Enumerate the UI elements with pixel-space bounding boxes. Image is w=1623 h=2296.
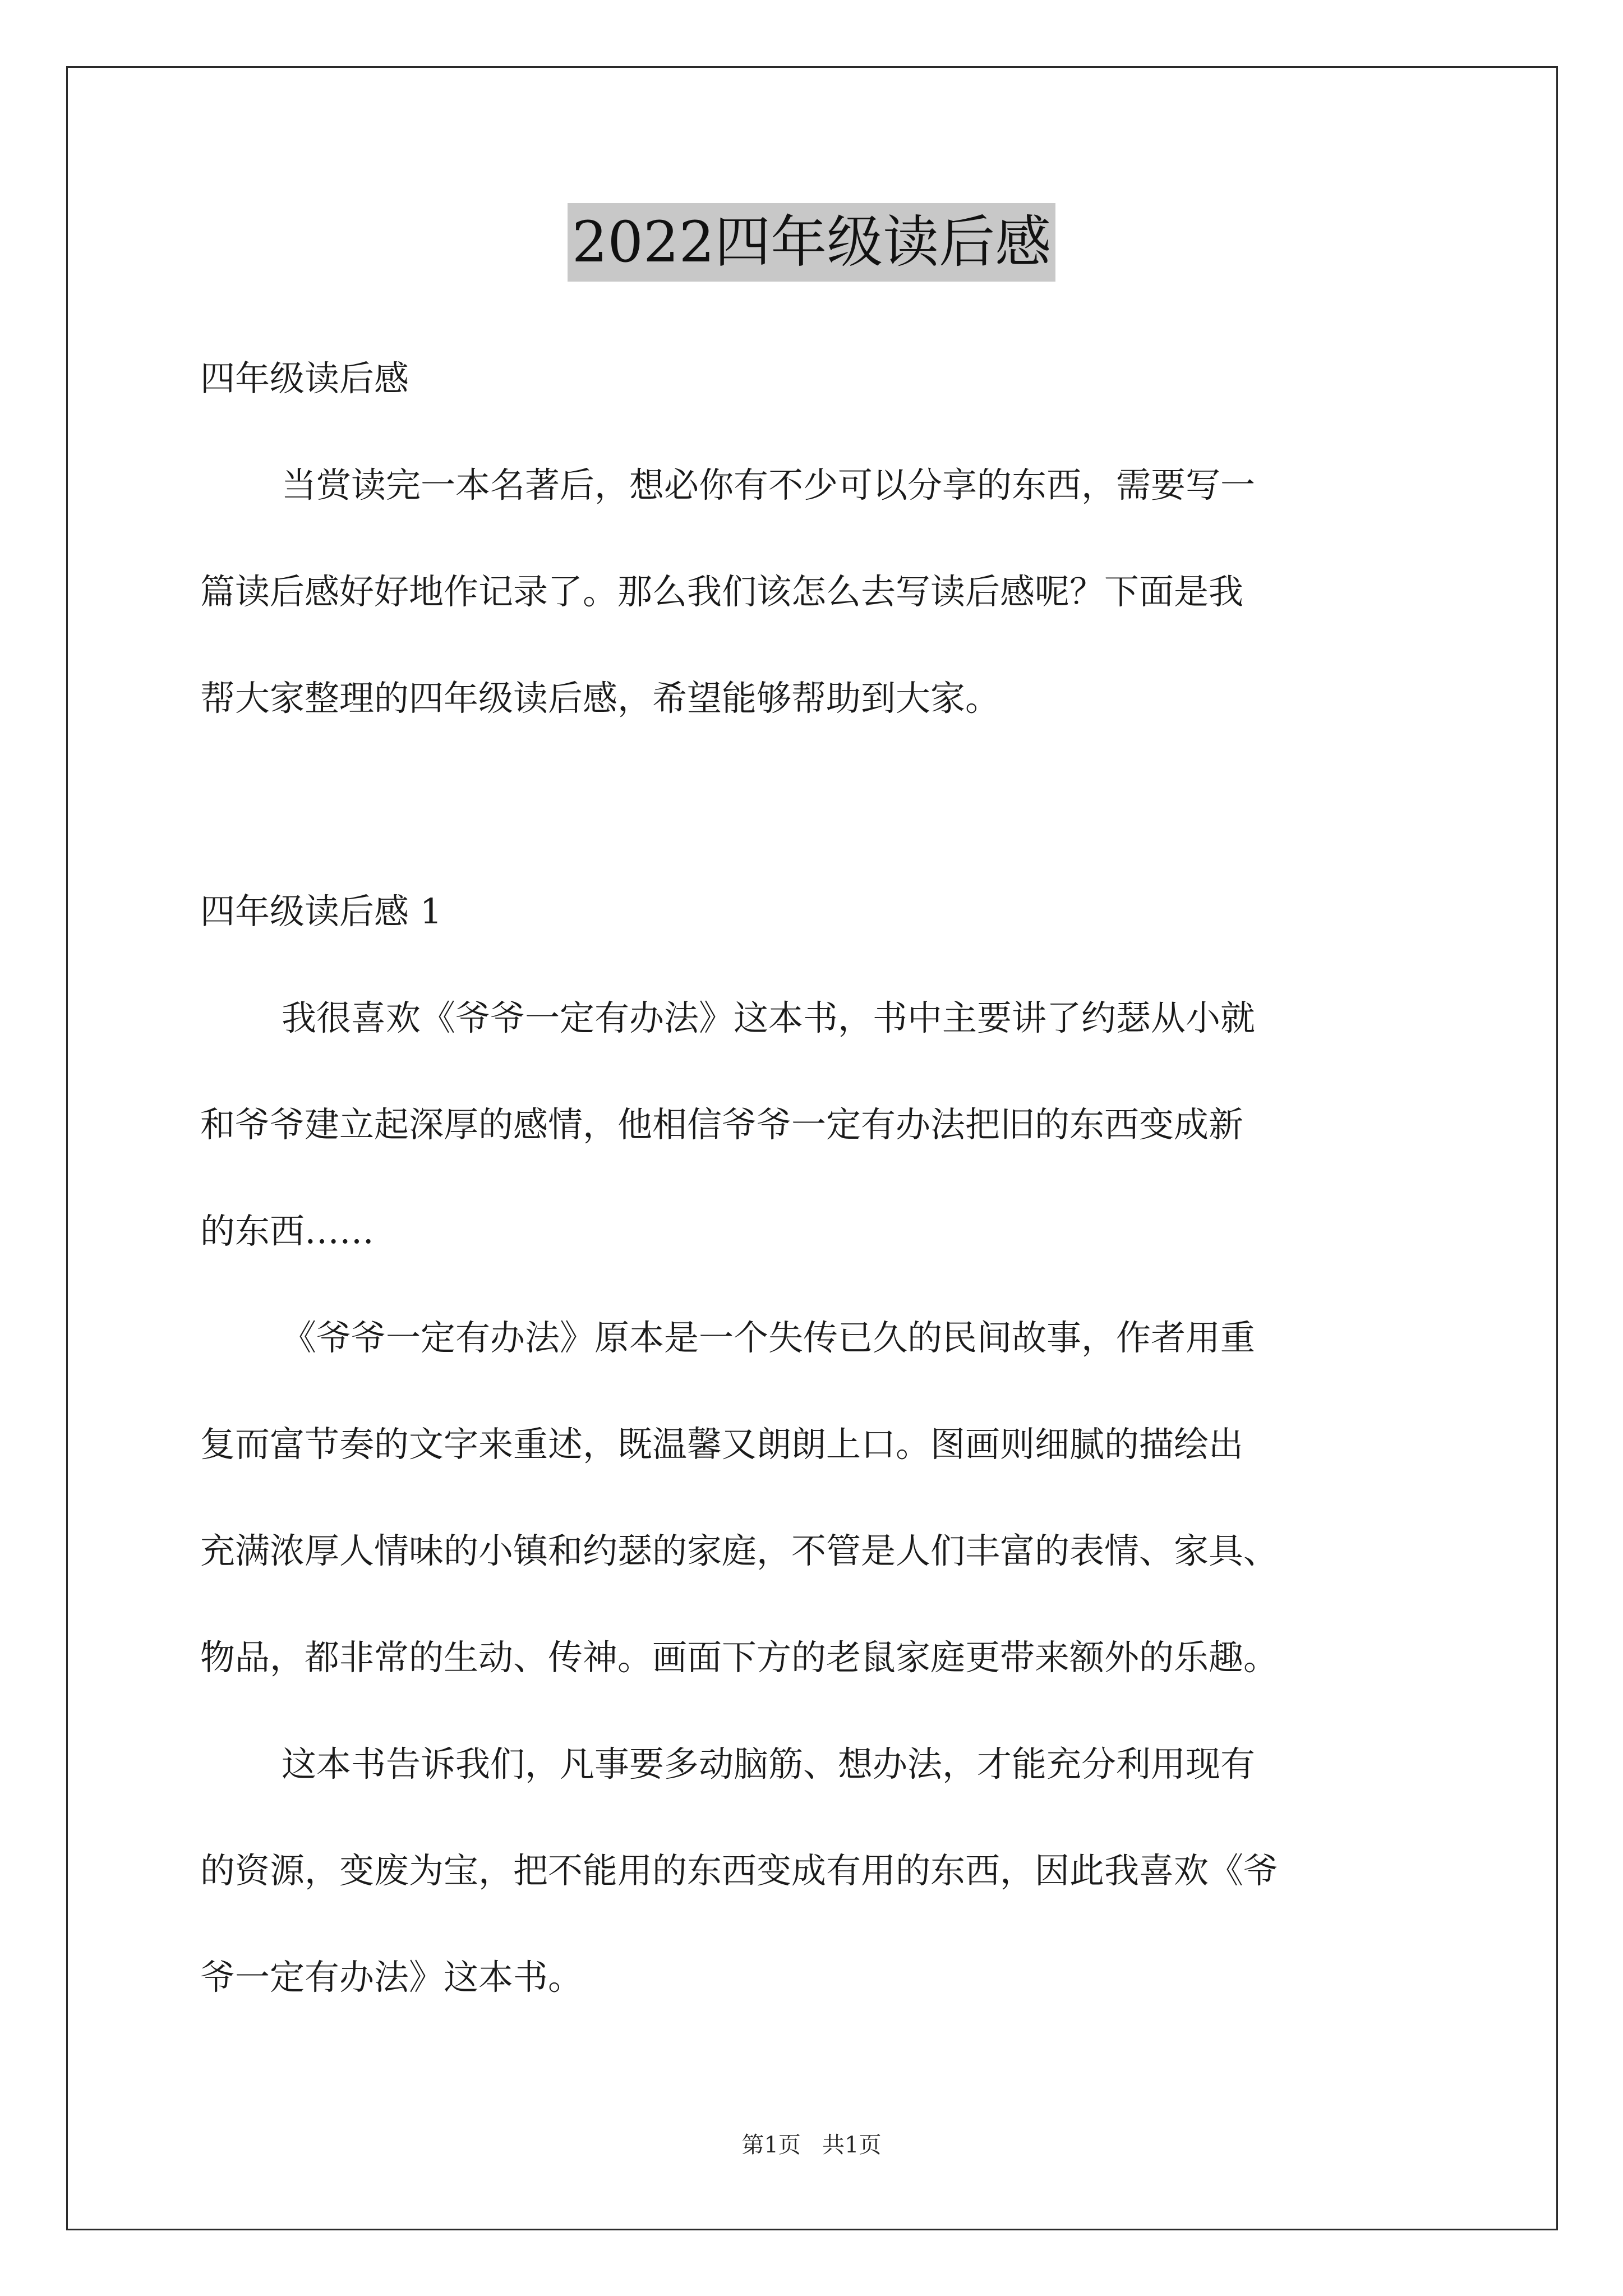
paragraph-line: 充满浓厚人情味的小镇和约瑟的家庭，不管是人们丰富的表情、家具、 <box>200 1530 1279 1571</box>
intro-heading: 四年级读后感 <box>200 358 409 399</box>
intro-line: 篇读后感好好地作记录了。那么我们该怎么去写读后感呢？下面是我 <box>200 571 1244 612</box>
intro-line: 当赏读完一本名著后，想必你有不少可以分享的东西，需要写一 <box>282 464 1256 505</box>
paragraph-line: 《爷爷一定有办法》原本是一个失传已久的民间故事，作者用重 <box>282 1317 1256 1358</box>
paragraph-line: 爷一定有办法》这本书。 <box>200 1957 583 1998</box>
paragraph-line: 物品，都非常的生动、传神。画面下方的老鼠家庭更带来额外的乐趣。 <box>200 1637 1279 1678</box>
paragraph-line: 的东西…… <box>200 1211 375 1251</box>
paragraph-line: 这本书告诉我们，凡事要多动脑筋、想办法，才能充分利用现有 <box>282 1743 1256 1784</box>
intro-line: 帮大家整理的四年级读后感，希望能够帮助到大家。 <box>200 678 1000 719</box>
document-title: 2022四年级读后感 <box>568 203 1056 282</box>
paragraph-line: 和爷爷建立起深厚的感情，他相信爷爷一定有办法把旧的东西变成新 <box>200 1104 1244 1145</box>
paragraph-line: 我很喜欢《爷爷一定有办法》这本书，书中主要讲了约瑟从小就 <box>282 997 1256 1038</box>
paragraph-line: 的资源，变废为宝，把不能用的东西变成有用的东西，因此我喜欢《爷 <box>200 1850 1279 1891</box>
section-heading: 四年级读后感 1 <box>200 891 442 932</box>
paragraph-line: 复而富节奏的文字来重述，既温馨又朗朗上口。图画则细腻的描绘出 <box>200 1424 1244 1465</box>
page-footer: 第1页 共1页 <box>741 2132 882 2158</box>
title-container <box>0 203 1623 282</box>
